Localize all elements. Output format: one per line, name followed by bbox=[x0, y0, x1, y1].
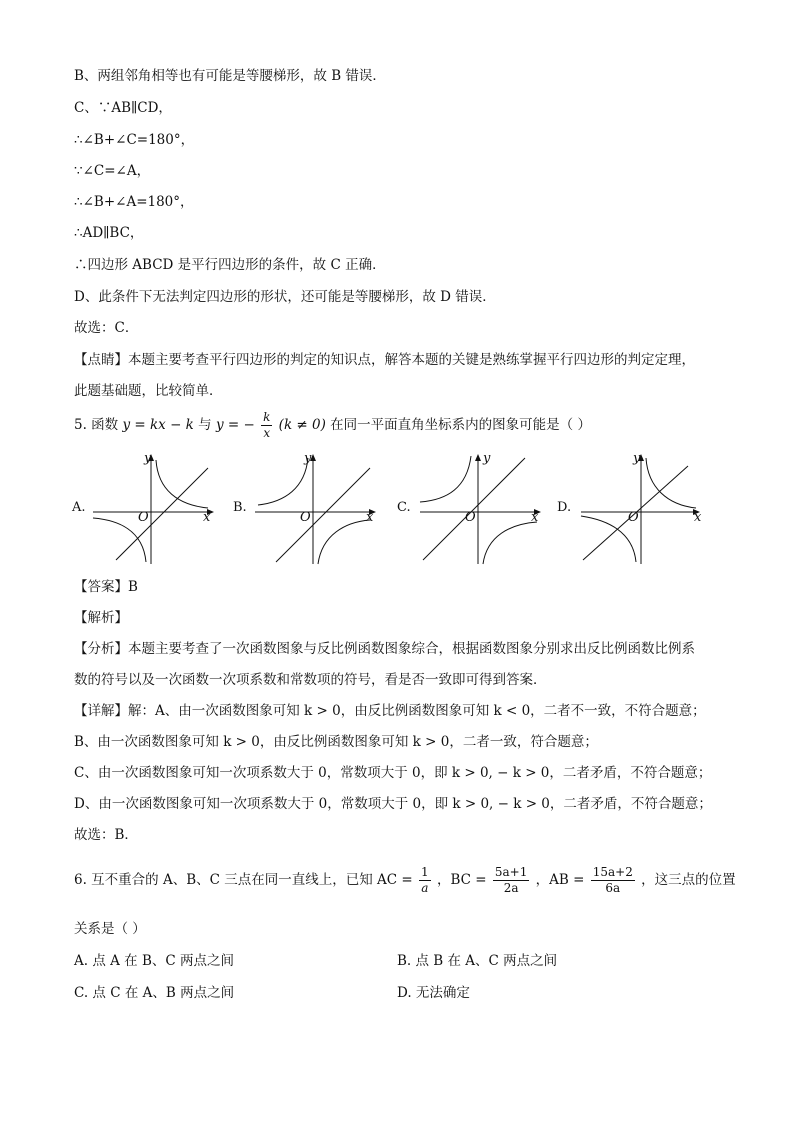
analysis-heading: 【解析】 bbox=[74, 610, 128, 626]
detail-line: D、由一次函数图象可知一次项系数大于 0，常数项大于 0，即 k > 0, − k > 0，二者矛盾，不符合题意； bbox=[74, 796, 712, 812]
choose-line: 故选：B． bbox=[74, 827, 138, 843]
text-line: ∴∠B+∠A=180°， bbox=[74, 194, 194, 210]
question-5-stem bbox=[74, 410, 591, 441]
q6-ab-fraction bbox=[591, 865, 635, 896]
graph-c-label: C. bbox=[397, 500, 411, 515]
q6-bc-fraction bbox=[493, 865, 529, 896]
text-line: 此题基础题，比较简单． bbox=[74, 383, 223, 399]
analysis-line: 数的符号以及一次函数一次项系数和常数项的符号，看是否一致即可得到答案． bbox=[74, 672, 547, 688]
text-line: D、此条件下无法判定四边形的形状，还可能是等腰梯形，故 D 错误． bbox=[74, 289, 496, 305]
q6-ab-num: 15a+2 bbox=[592, 865, 633, 879]
text-line: C、∵AB∥CD， bbox=[74, 100, 172, 116]
graph-a-label: A. bbox=[72, 500, 86, 515]
text-line: ∴∠B+∠C=180°， bbox=[74, 132, 195, 148]
text-line: ∴四边形 ABCD 是平行四边形的条件，故 C 正确． bbox=[74, 257, 386, 273]
analysis-line: 【分析】本题主要考查了一次函数图象与反比例函数图象综合，根据函数图象分别求出反比例函数比例系 bbox=[74, 641, 695, 657]
q6-option-d[interactable]: D. 无法确定 bbox=[397, 985, 470, 1001]
graph-c-x-label: x bbox=[531, 510, 539, 525]
graph-d-origin-label: O bbox=[628, 510, 639, 525]
question-6-stem bbox=[74, 862, 736, 898]
graph-d-y-label: y bbox=[633, 451, 641, 466]
q6-option-a[interactable]: A. 点 A 在 B、C 两点之间 bbox=[74, 953, 234, 969]
graph-c-y-label: y bbox=[483, 451, 491, 466]
graph-b-label: B. bbox=[233, 500, 247, 515]
text-line: B、两组邻角相等也有可能是等腰梯形，故 B 错误． bbox=[74, 68, 386, 84]
detail-line: C、由一次函数图象可知一次项系数大于 0，常数项大于 0，即 k > 0, − k > 0，二者矛盾，不符合题意； bbox=[74, 765, 712, 781]
q6-ac-den: a bbox=[421, 881, 429, 895]
graph-a-x-label: x bbox=[203, 510, 211, 525]
text-line: 【点睛】本题主要考查平行四边形的判定的知识点，解答本题的关键是熟练掌握平行四边形的判定定理， bbox=[74, 352, 695, 368]
q6-suffix: ，这三点的位置 bbox=[641, 872, 736, 888]
graph-b-x-label: x bbox=[366, 510, 374, 525]
graph-b-origin-label: O bbox=[300, 510, 311, 525]
q5-function-2-lhs: y = − bbox=[215, 417, 255, 433]
detail-line: 【详解】解：A、由一次函数图象可知 k > 0，由反比例函数图象可知 k < 0，二者不一致，不符合题意； bbox=[74, 703, 706, 719]
graph-b-y-label: y bbox=[304, 451, 312, 466]
q6-option-b[interactable]: B. 点 B 在 A、C 两点之间 bbox=[397, 953, 558, 969]
q6-ac-fraction bbox=[419, 865, 431, 896]
graph-a-y-label: y bbox=[144, 451, 152, 466]
answer-line: 【答案】B bbox=[74, 579, 138, 595]
q6-stem-line-2: 关系是（ ） bbox=[74, 921, 146, 937]
graph-c-svg bbox=[415, 450, 545, 568]
q5-mid: 与 bbox=[198, 417, 212, 433]
q6-ab-den: 6a bbox=[605, 881, 621, 895]
q5-fraction bbox=[261, 410, 272, 441]
graph-c-origin-label: O bbox=[465, 510, 476, 525]
text-line: 故选：C． bbox=[74, 320, 139, 336]
q5-suffix: 在同一平面直角坐标系内的图象可能是（ ） bbox=[330, 417, 591, 433]
q6-prefix: 6. 互不重合的 A、B、C 三点在同一直线上，已知 AC = bbox=[74, 872, 413, 888]
text-line: ∴AD∥BC， bbox=[74, 225, 144, 241]
graph-d-svg bbox=[578, 450, 708, 568]
q5-fraction-num: k bbox=[263, 410, 271, 424]
q5-prefix: 5. 函数 bbox=[74, 417, 119, 433]
text-line: ∵∠C=∠A， bbox=[74, 163, 151, 179]
graph-b-svg bbox=[250, 450, 380, 568]
q5-fraction-den: x bbox=[263, 426, 271, 440]
q5-function-1: y = kx − k bbox=[122, 417, 194, 433]
q6-sep1: ，BC = bbox=[436, 872, 487, 888]
q6-option-c[interactable]: C. 点 C 在 A、B 两点之间 bbox=[74, 985, 235, 1001]
graph-d-label: D. bbox=[557, 500, 572, 515]
q6-ac-num: 1 bbox=[421, 865, 429, 879]
detail-line: B、由一次函数图象可知 k > 0，由反比例函数图象可知 k > 0，二者一致，符合题意； bbox=[74, 734, 598, 750]
q6-bc-den: 2a bbox=[503, 881, 519, 895]
graph-d-x-label: x bbox=[694, 510, 702, 525]
graph-a-svg bbox=[88, 450, 218, 568]
graph-a-origin-label: O bbox=[138, 510, 149, 525]
q6-sep2: ，AB = bbox=[535, 872, 585, 888]
q6-bc-num: 5a+1 bbox=[494, 865, 528, 879]
q5-condition: (k ≠ 0) bbox=[278, 417, 326, 433]
